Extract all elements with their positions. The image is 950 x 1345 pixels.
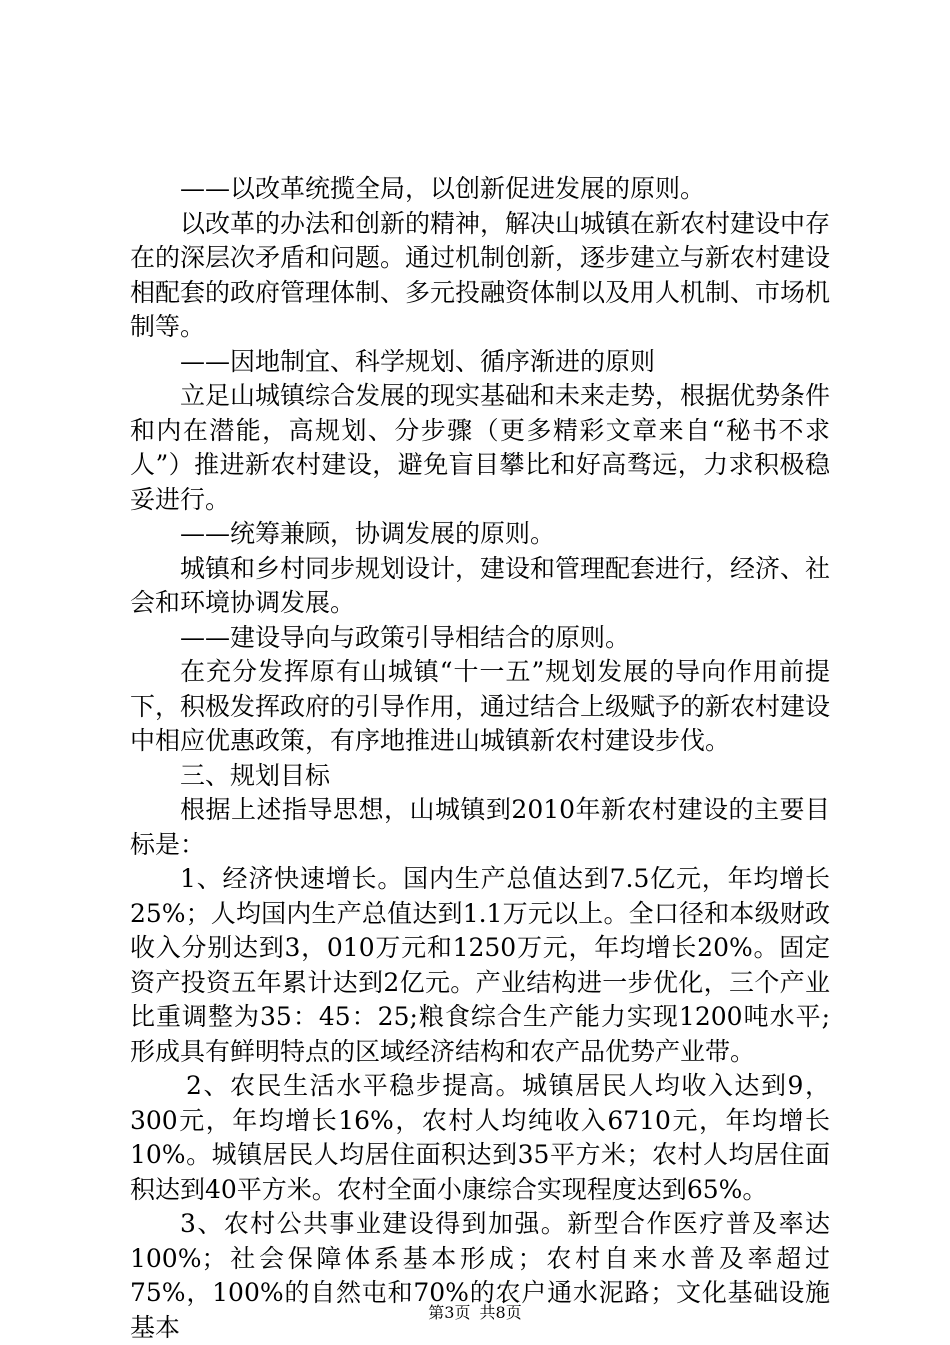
body-paragraph: 根据上述指导思想，山城镇到2010年新农村建设的主要目标是： bbox=[130, 795, 830, 859]
body-paragraph: 立足山城镇综合发展的现实基础和未来走势，根据优势条件和内在潜能，高规划、分步骤（更多精彩文章来自“秘书不求人”）推进新农村建设，避免盲目攀比和好高骛远，力求积极稳妥进行。 bbox=[130, 381, 831, 514]
goal-item: 1、经济快速增长。国内生产总值达到7.5亿元，年均增长25%；人均国内生产总值达到1.1万元以上。全口径和本级财政收入分别达到3，010万元和1250万元，年均增长20%。固定资产投资五年累计达到2亿元。产业结构进一步优化，三个产业比重调整为35：45：25;粮食综合生产能力实现1200吨水平;形成具有鲜明特点的区域经济结构和农产品优势产业带。 bbox=[130, 864, 830, 1066]
page-footer bbox=[0, 1300, 950, 1323]
principle-heading: ——建设导向与政策引导相结合的原则。 bbox=[180, 622, 631, 652]
page-total: 共8页 bbox=[479, 1303, 522, 1322]
principle-heading: ——以改革统揽全局，以创新促进发展的原则。 bbox=[180, 174, 706, 203]
principle-heading: ——因地制宜、科学规划、循序渐进的原则 bbox=[180, 346, 656, 376]
goal-item: 3、农村公共事业建设得到加强。新型合作医疗普及率达100%；社会保障体系基本形成；农村自来水普及率超过75%，100%的自然屯和70%的农户通水泥路；文化基础设施基本 bbox=[130, 1209, 830, 1342]
section-heading: 三、规划目标 bbox=[180, 760, 331, 790]
body-paragraph: 在充分发挥原有山城镇“十一五”规划发展的导向作用前提下，积极发挥政府的引导作用，通过结合上级赋予的新农村建设中相应优惠政策，有序地推进山城镇新农村建设步伐。 bbox=[130, 657, 831, 755]
goal-item: 2、农民生活水平稳步提高。城镇居民人均收入达到9，300元，年均增长16%，农村人均纯收入6710元，年均增长10%。城镇居民人均居住面积达到35平方米；农村人均居住面积达到40平方米。农村全面小康综合实现程度达到65%。 bbox=[130, 1071, 830, 1204]
principle-heading: ——统筹兼顾，协调发展的原则。 bbox=[180, 519, 556, 548]
body-paragraph: 以改革的办法和创新的精神，解决山城镇在新农村建设中存在的深层次矛盾和问题。通过机制创新，逐步建立与新农村建设相配套的政府管理体制、多元投融资体制以及用人机制、市场机制等。 bbox=[130, 208, 831, 341]
body-paragraph: 城镇和乡村同步规划设计，建设和管理配套进行，经济、社会和环境协调发展。 bbox=[130, 553, 831, 617]
page-number: 第3页 bbox=[428, 1303, 471, 1322]
document-body bbox=[130, 172, 830, 1345]
